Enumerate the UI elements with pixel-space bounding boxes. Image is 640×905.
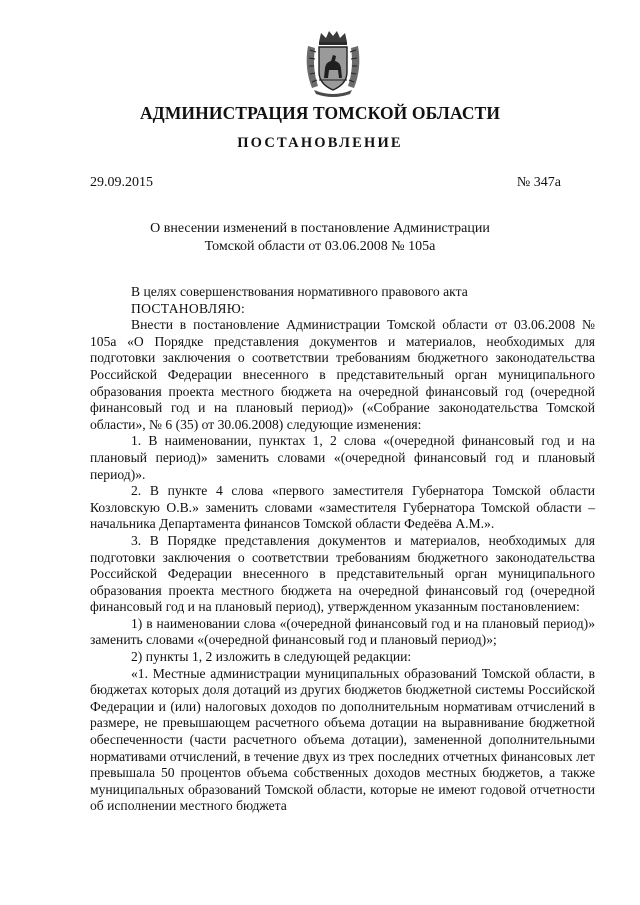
document-type: ПОСТАНОВЛЕНИЕ xyxy=(237,135,403,151)
body-paragraph: 2) пункты 1, 2 изложить в следующей редакции: xyxy=(131,649,412,665)
body-paragraph: 3. В Порядке представления документов и материалов, необходимых для подготовки заключения о соответствии требованиям бюджетного законодательства Российской Федерации внесенного в представительный орган муниципального образования проекта местного бюджета на очередной финансовый год (очередной финансовый год и на плановый период), утвержденном указанным постановлением: xyxy=(90,532,595,615)
document-body xyxy=(90,284,595,815)
body-paragraph: 1. В наименовании, пунктах 1, 2 слова «(очередной финансовый год и на плановый период)» заменить словами «(очередной финансовый год и плановый период)». xyxy=(90,433,595,482)
body-paragraph: 2. В пункте 4 слова «первого заместителя Губернатора Томской области Козловскую О.В.» заменить словами «заместителя Губернатора Томской области – начальника Департамента финансов Томской области Федеёва А.М.». xyxy=(90,483,595,532)
body-paragraph: 1) в наименовании слова «(очередной финансовый год и на плановый период)» заменить словами «(очередной финансовый год и плановый период)»; xyxy=(90,615,595,648)
document-subject xyxy=(100,220,540,256)
subject-line-1: О внесении изменений в постановление Администрации xyxy=(150,221,490,236)
tomsk-oblast-coat-of-arms-icon xyxy=(302,28,364,98)
resolution-keyword: ПОСТАНОВЛЯЮ: xyxy=(131,300,246,316)
preamble-paragraph: В целях совершенствования нормативного правового акта xyxy=(131,284,468,299)
body-paragraph: Внести в постановление Администрации Томской области от 03.06.2008 № 105а «О Порядке представления документов и материалов, необходимых для подготовки заключения о соответствии требованиям бюджетного законодательства Российской Федерации внесенного в представительный орган муниципального образования проекта местного бюджета на очередной финансовый год (очередной финансовый год и на плановый период)» («Собрание законодательства Томской области», № 6 (35) от 30.06.2008) следующие изменения: xyxy=(90,317,595,432)
organization-title: АДМИНИСТРАЦИЯ ТОМСКОЙ ОБЛАСТИ xyxy=(139,103,501,123)
document-date: 29.09.2015 xyxy=(90,175,153,190)
subject-line-2: Томской области от 03.06.2008 № 105а xyxy=(204,239,436,254)
body-paragraph: «1. Местные администрации муниципальных образований Томской области, в бюджетах которых доля дотаций из других бюджетов бюджетной системы Российской Федерации и (или) налоговых доходов по дополнительным нормативам отчислений в размере, не превышающем расчетного объема дотации на выравнивание бюджетной обеспеченности (части расчетного объема дотации), замененной дополнительными нормативами отчислений, в течение двух из трех последних отчетных финансовых лет превышала 50 процентов объема собственных доходов местных бюджетов, а также муниципальных образований Томской области, которые не имеют годовой отчетности об исполнении местного бюджета xyxy=(90,665,595,814)
document-number: № 347а xyxy=(516,175,561,190)
